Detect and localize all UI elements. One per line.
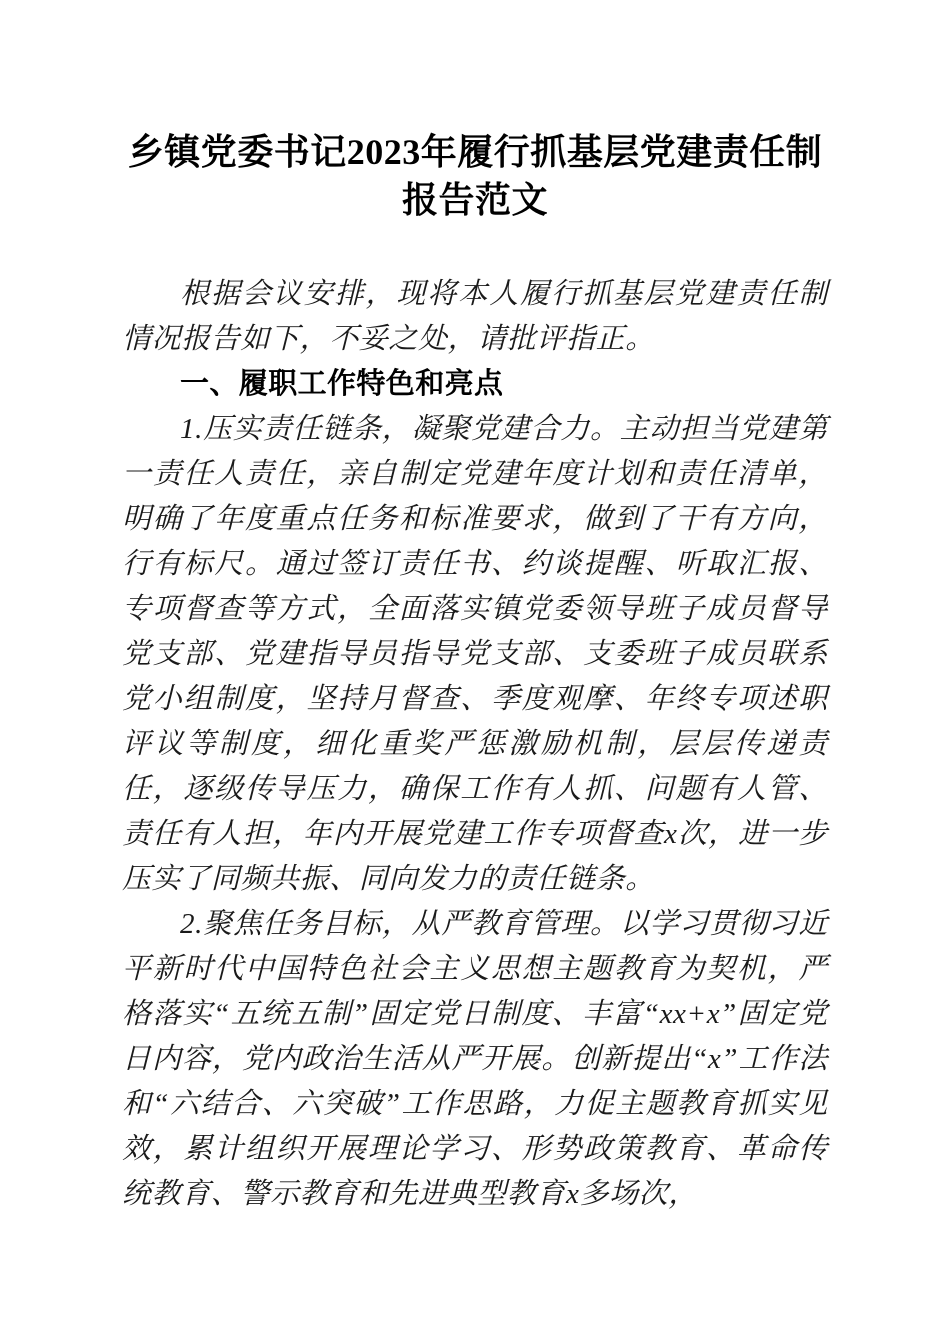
- title-body-spacer: [122, 224, 828, 272]
- paragraph-item-2: 2.聚焦任务目标，从严教育管理。以学习贯彻习近平新时代中国特色社会主义思想主题教育为契机，严格落实“五统五制”固定党日制度、丰富“xx+x”固定党日内容，党内政治生活从严开展。创新提出“x”工作法和“六结合、六突破”工作思路，力促主题教育抓实见效，累计组织开展理论学习、形势政策教育、革命传统教育、警示教育和先进典型教育x多场次，: [122, 908, 828, 1210]
- page-title: 乡镇党委书记2023年履行抓基层党建责任制报告范文: [127, 132, 823, 220]
- document-content: [122, 0, 828, 1217]
- paragraph-intro: 根据会议安排，现将本人履行抓基层党建责任制情况报告如下，不妥之处，请批评指正。: [122, 278, 828, 355]
- section-heading-1: 一、履职工作特色和亮点: [180, 368, 504, 400]
- paragraph-item-1: 1.压实责任链条，凝聚党建合力。主动担当党建第一责任人责任，亲自制定党建年度计划和责任清单，明确了年度重点任务和标准要求，做到了干有方向，行有标尺。通过签订责任书、约谈提醒、听取汇报、专项督查等方式，全面落实镇党委领导班子成员督导党支部、党建指导员指导党支部、支委班子成员联系党小组制度，坚持月督查、季度观摩、年终专项述职评议等制度，细化重奖严惩激励机制，层层传递责任，逐级传导压力，确保工作有人抓、问题有人管、责任有人担，年内开展党建工作专项督查x次，进一步压实了同频共振、同向发力的责任链条。: [122, 413, 828, 895]
